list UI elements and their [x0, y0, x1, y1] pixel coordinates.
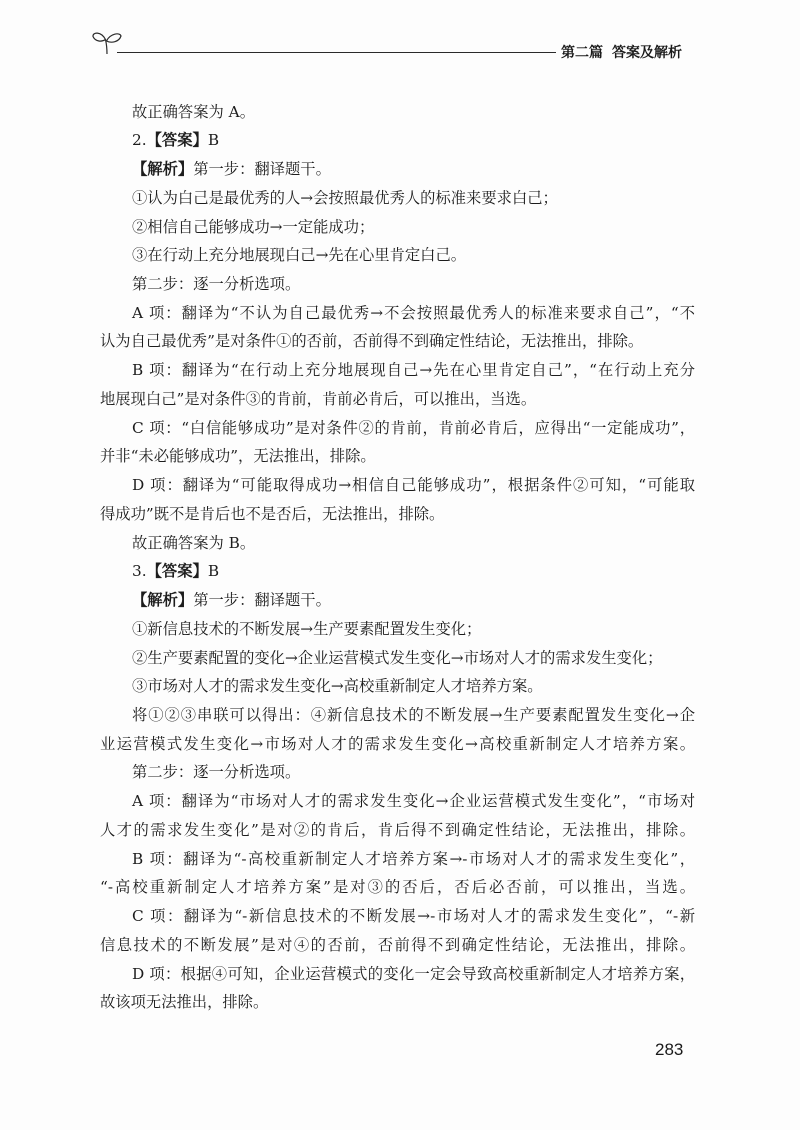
q3-chain-line-2: 业运营模式发生变化→市场对人才的需求发生变化→高校重新制定人才培养方案。: [100, 734, 695, 753]
q2-condition-3: ③在行动上充分地展现白己→先在心里肯定白己。: [132, 246, 467, 265]
q3-number: 3.: [132, 562, 147, 581]
q2-option-c-line-2: 并非“未必能够成功”，无法推出，排除。: [100, 447, 376, 466]
q2-number: 2.: [132, 131, 147, 150]
q3-answer: B: [207, 562, 220, 581]
q3-step2: 第二步：逐一分析选项。: [132, 763, 301, 782]
q3-condition-1: ①新信息技术的不断发展→生产要素配置发生变化；: [132, 619, 482, 638]
q2-answer-line: [100, 126, 695, 155]
q3-option-a-line-2: 人才的需求发生变化”是对②的肯后，肯后得不到确定性结论，无法推出，排除。: [100, 820, 695, 839]
q3-step1: 第一步：翻译题干。: [193, 591, 331, 610]
header-rule: [117, 52, 556, 53]
q2-step1: 第一步：翻译题干。: [193, 160, 331, 179]
q3-analysis-line: [100, 586, 695, 615]
q2-condition-2: ②相信自己能够成功→一定能成功；: [132, 217, 375, 236]
q3-option-b-line-1: B 项：翻译为“-高校重新制定人才培养方案→-市场对人才的需求发生变化”，: [132, 849, 695, 868]
q3-option-d-line-2: 故该项无法推出，排除。: [100, 993, 269, 1012]
q2-option-c-line-1: C 项：“白信能够成功”是对条件②的肯前，肯前必肯后，应得出“一定能成功”，: [132, 418, 695, 437]
header-part: 第二篇: [561, 45, 603, 61]
q2-analysis-label: 【解析】: [132, 160, 194, 179]
q3-chain-line-1: 将①②③串联可以得出：④新信息技术的不断发展→生产要素配置发生变化→企: [132, 706, 695, 725]
q2-option-d-line-1: D 项：翻译为“可能取得成功→相信自己能够成功”，根据条件②可知，“可能取: [132, 476, 695, 495]
q3-analysis-label: 【解析】: [132, 591, 194, 610]
q2-option-a-line-1: A 项：翻译为“不认为自己最优秀→不会按照最优秀人的标准来要求自己”，“不: [132, 303, 695, 322]
page-number: 283: [655, 1040, 684, 1059]
q3-option-c-line-1: C 项：翻译为“-新信息技术的不断发展→-市场对人才的需求发生变化”，“-新: [132, 907, 695, 926]
q2-option-a-line-2: 认为自己最优秀”是对条件①的否前，否前得不到确定性结论，无法推出，排除。: [100, 332, 644, 351]
q3-option-a-line-1: A 项：翻译为“市场对人才的需求发生变化→企业运营模式发生变化”，“市场对: [132, 792, 695, 811]
q3-answer-line: [100, 557, 695, 586]
q3-option-b-line-2: “-高校重新制定人才培养方案”是对③的否后，否后必否前，可以推出，当选。: [100, 878, 695, 897]
q3-option-c-line-2: 信息技术的不断发展”是对④的否前，否前得不到确定性结论，无法推出，排除。: [100, 935, 695, 954]
sprout-icon: [90, 27, 124, 55]
header-title: 答案及解析: [612, 45, 682, 61]
q3-condition-2: ②生产要素配置的变化→企业运营模式发生变化→市场对人才的需求发生变化；: [132, 648, 663, 667]
q3-option-d-line-1: D 项：根据④可知，企业运营模式的变化一定会导致高校重新制定人才培养方案，: [132, 964, 695, 983]
q2-option-d-line-2: 得成功”既不是肯后也不是否后，无法推出，排除。: [100, 504, 445, 523]
q3-answer-label: 【答案】: [146, 562, 208, 581]
q2-conclusion: 故正确答案为 B。: [132, 533, 256, 552]
q2-answer-label: 【答案】: [146, 131, 208, 150]
q3-condition-3: ③市场对人才的需求发生变化→高校重新制定人才培养方案。: [132, 677, 543, 696]
q2-option-b-line-2: 地展现白己”是对条件③的肯前，肯前必肯后，可以推出，当选。: [100, 389, 537, 408]
q2-condition-1: ①认为白己是最优秀的人→会按照最优秀人的标准来要求白己；: [132, 188, 558, 207]
q2-analysis-line: [100, 155, 695, 184]
q2-answer: B: [207, 131, 220, 150]
running-header: [561, 44, 682, 62]
q2-option-b-line-1: B 项：翻译为“在行动上充分地展现自己→先在心里肯定自己”，“在行动上充分: [132, 361, 695, 380]
q2-step2: 第二步：逐一分析选项。: [132, 275, 301, 293]
q1-conclusion: 故正确答案为 A。: [132, 102, 255, 121]
page-body: [100, 98, 695, 1018]
